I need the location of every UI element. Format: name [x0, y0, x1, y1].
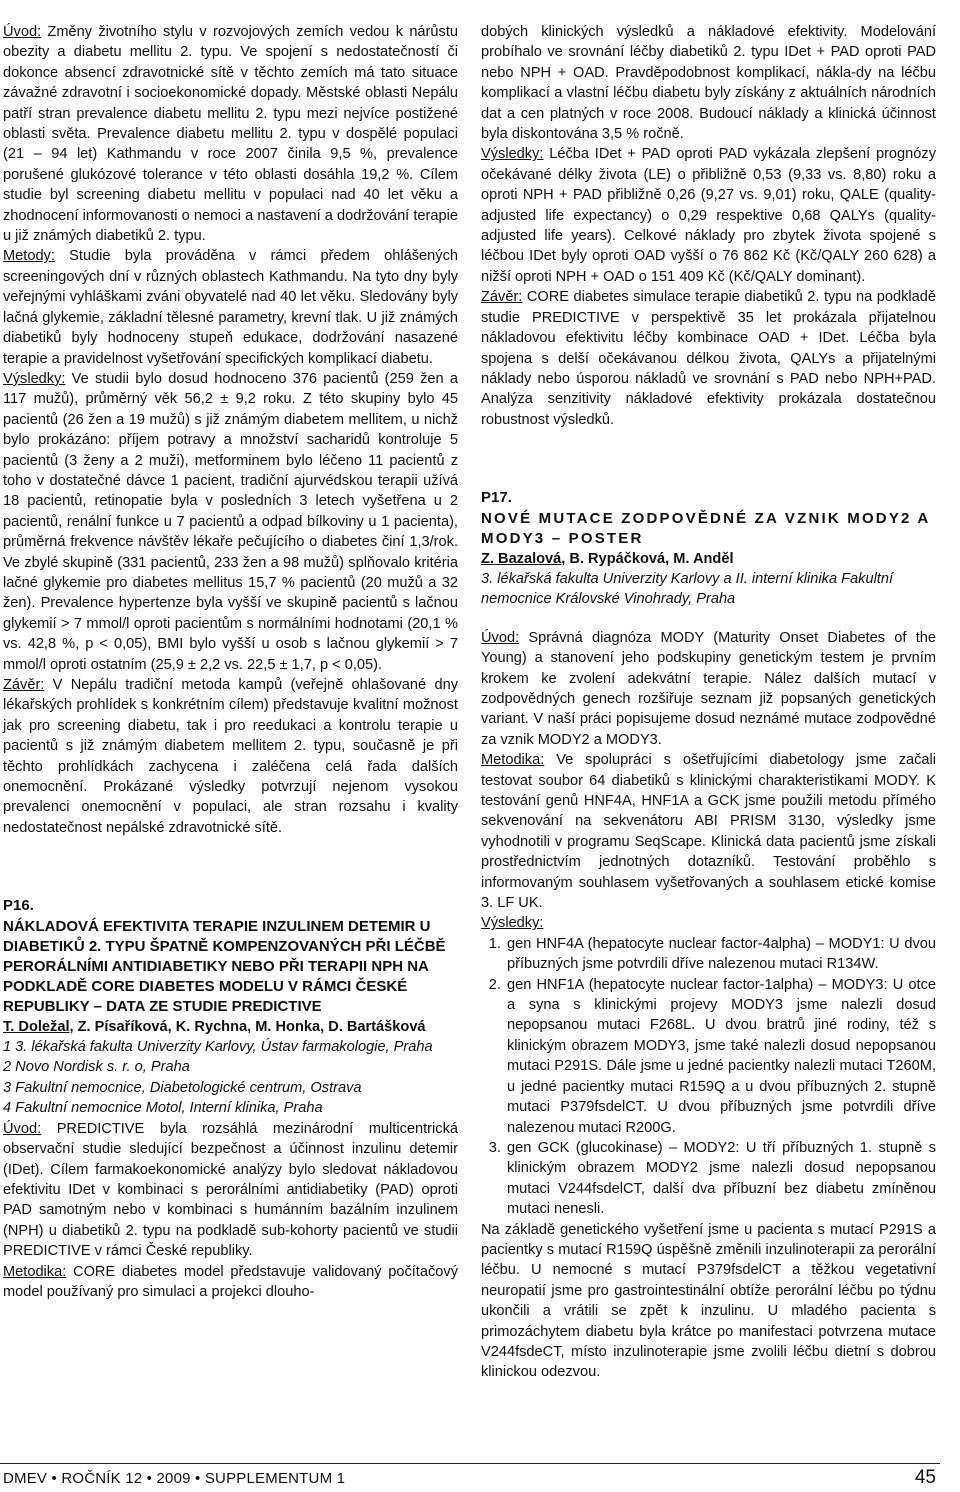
section-label: Metodika: — [3, 1263, 67, 1280]
abstract-number-p17: P17. — [481, 489, 512, 507]
author-list-p16 — [3, 1017, 458, 1037]
p16-uvod-paragraph — [3, 1119, 458, 1262]
right-column — [481, 22, 936, 1383]
abstract-title-p17: NOVÉ MUTACE ZODPOVĚDNÉ ZA VZNIK MODY2 A MODY3 – POSTER — [481, 509, 930, 547]
p17-vysledky-heading — [481, 913, 936, 933]
section-label: Závěr: — [481, 289, 523, 306]
section-label: Úvod: — [3, 1120, 42, 1137]
footer-divider — [0, 1463, 940, 1464]
paragraph-text: CORE diabetes simulace terapie diabetiků 2. typu na podkladě studie PREDICTIVE v perspektivě 35 let prokázala přijatelnou nákladovou efektivitu léčby kombinace OAD + IDet. Léčba byla spojena s delší očekávanou délkou života, QALYs a přijatelnými náklady nebo úsporou nákladů ve srovnání s PAD nebo NPH+PAD. Analýza senzitivity nákladové efektivity prokázala dostatečnou robustnost výsledků. — [481, 289, 936, 428]
section-spacer — [481, 430, 936, 488]
section-spacer — [481, 610, 936, 628]
section-label: Závěr: — [3, 677, 45, 693]
abstract-title-p16: NÁKLADOVÁ EFEKTIVITA TERAPIE INZULINEM DETEMIR U DIABETIKŮ 2. TYPU ŠPATNĚ KOMPENZOVANÝCH PŘI LÉČBĚ PERORÁLNÍMI ANTIDIABETIKY NEBO PŘI TERAPII NPH NA PODKLADĚ CORE DIABETES MODELU V RÁMCI ČESKÉ REPUBLIKY – DATA ZE STUDIE PREDICTIVE — [3, 917, 446, 1015]
abstract-metody-paragraph — [3, 246, 458, 368]
paragraph-text: Ve studii bylo dosud hodnoceno 376 pacientů (259 žen a 117 mužů), průměrný věk 56,2 ± 9,2 roku. Z této skupiny bylo 45 pacientů (26 žen a 19 mužů) s již známým diabetem mellitem, u nichž bylo prokázáno: příjem potravy a množství sacharidů kontroluje 5 pacientů (3 ženy a 2 muži), metforminem bylo léčeno 11 pacientů z toho v dostatečné dávce 1 pacient, tradiční ajurvédskou terapii užívá 18 pacientů, retinopatie byla v posledních 3 letech vyšetřena u 2 pacientů, renální funkce u 7 pacientů a odpad bílkoviny u 1 pacienta), průměrná frekvence návštěv lékaře pečujícího o diabetes činí 1,3/rok. Ve zbylé skupině (331 pacientů, 233 žen a 98 mužů) splňovalo kritéria lačné glykemie pro diabetes mellitus 15,7 % pacientů (20 mužů a 32 žen). Prevalence hypertenze byla vyšší ve skupině pacientů s lačnou glykemií > 7 mmol/l oproti pacientům s normálními hodnotami (20,1 % vs. 42,8 %, p < 0,05), BMI bylo vyšší u osob s lačnou glykemií > 7 mmol/l oproti ostatním (25,9 ± 2,2 vs. 22,5 ± 1,7, p < 0,05). — [3, 370, 458, 673]
section-label: Výsledky: — [481, 146, 544, 163]
other-authors: , Z. Písaříková, K. Rychna, M. Honka, D. Bartášková — [69, 1018, 426, 1035]
affiliation-1: 1 3. lékařská fakulta Univerzity Karlovy, Ústav farmakologie, Praha — [3, 1039, 433, 1056]
section-spacer — [3, 838, 458, 896]
section-label: Výsledky: — [3, 370, 66, 387]
section-label: Výsledky: — [481, 915, 544, 932]
other-authors: , B. Rypáčková, M. Anděl — [561, 550, 734, 567]
journal-footer: DMEV • ROČNÍK 12 • 2009 • SUPPLEMENTUM 1 — [3, 1470, 346, 1487]
abstract-uvod-paragraph — [3, 22, 458, 246]
section-label: Úvod: — [3, 24, 42, 40]
list-item: 2. gen HNF1A (hepatocyte nuclear factor-1alpha) – MODY3: U otce a syna s klinickými projevy MODY3 jsme nalezli dosud nepopsanou mutaci F268L. U dvou bratrů jiné rodiny, též s klinickým obrazem MODY3, jsme také nalezli dosud nepopsanou mutaci P291S. Dále jsme u jedné pacientky nalezli mutaci T260M, u jedné pacientky mutaci R159Q a u dvou příbuzných 2. stupně mutaci P379fsdelCT. U dvou příbuzných jsme potvrdili dříve nalezenou mutaci R200G. — [505, 975, 936, 1138]
list-item: 3. gen GCK (glucokinase) – MODY2: U tří příbuzných 1. stupně s klinickým obrazem MODY2 jsme nalezli dosud nepopsanou mutaci V244fsdelCT, další dva příbuzní bez diabetu zmíněnou mutaci nenesli. — [505, 1138, 936, 1220]
paragraph-text: Změny životního stylu v rozvojových zemích vedou k nárůstu obezity a diabetu mellitu 2. typu. Ve spojení s nedostatečností či dokonce absencí zdravotnické sítě v těchto zemích má tato situace závažné zdravotní i socioekonomické dopady. Městské oblasti Nepálu patří stran prevalence diabetu mellitu 2. typu mezi nejvíce postižené oblasti světa. Prevalence diabetu mellitu 2. typu v dospělé populaci (21 – 94 let) Kathmandu v roce 2007 činila 9,5 %, prevalence porušené glukózové tolerance v této oblasti dosáhla 19,2 %. Cílem studie byl screening diabetu mellitu v populaci nad 40 let věku a zhodnocení informovanosti o nemoci a nastavení a dodržování terapie u již známých diabetiků 2. typu. — [3, 24, 458, 245]
section-label: Úvod: — [481, 629, 520, 646]
section-label: Metody: — [3, 248, 55, 265]
p17-uvod-paragraph — [481, 628, 936, 750]
first-author: T. Doležal — [3, 1018, 70, 1035]
paragraph-text: CORE diabetes model představuje validovaný počítačový model používaný pro simulaci a projekci dlouho- — [3, 1263, 458, 1300]
p17-metodika-paragraph — [481, 750, 936, 913]
abstract-vysledky-paragraph — [3, 369, 458, 675]
author-list-p17 — [481, 549, 936, 569]
p16-continued-paragraph: dobých klinických výsledků a nákladové efektivity. Modelování probíhalo ve srovnání léčby diabetiků 2. typu IDet + PAD oproti PAD nebo NPH + OAD. Pravděpodobnost komplikací, nákla-dy na léčbu komplikací a vlastní léčbu diabetu byly získány z aktuálních národních dat a cen platných v roce 2008. Budoucí náklady a klinická účinnost byla diskontována 3,5 % ročně. — [481, 24, 936, 143]
affiliation-2: 2 Novo Nordisk s. r. o, Praha — [3, 1059, 190, 1076]
abstract-zaver-paragraph — [3, 675, 458, 838]
first-author: Z. Bazalová — [481, 550, 562, 567]
affiliation: 3. lékařská fakulta Univerzity Karlovy a II. interní klinika Fakultní nemocnice Královské Vinohrady, Praha — [481, 570, 894, 608]
abstract-number-p16: P16. — [3, 897, 34, 915]
p16-vysledky-paragraph — [481, 144, 936, 287]
affiliation-3: 3 Fakultní nemocnice, Diabetologické centrum, Ostrava — [3, 1079, 362, 1096]
paragraph-text: Správná diagnóza MODY (Maturity Onset Diabetes of the Young) a stanovení jeho podskupiny genetickým testem je prvním krokem ke zvolení adekvátní terapie. Nález dalších mutací v zodpovědných genech rozšiřuje seznam již popsaných genetických variant. V naší práci popisujeme dosud neznámé mutace zodpovědné za vznik MODY2 a MODY3. — [481, 629, 936, 748]
section-label: Metodika: — [481, 752, 545, 769]
paragraph-text: PREDICTIVE byla rozsáhlá mezinárodní multicentrická observační studie sledující bezpečnost a účinnost inzulinu detemir (IDet). Cílem farmakoekonomické analýzy bylo sledovat nákladovou efektivitu IDet v kombinaci s perorálními antidiabetiky (PAD) oproti PAD samotným nebo v kombinaci s humánním bazálním inzulinem (NPH) u diabetiků 2. typu na podkladě sub-kohorty pacientů ve studii PREDICTIVE v rámci České republiky. — [3, 1120, 458, 1260]
p17-closing-paragraph: Na základě genetického vyšetření jsme u pacienta s mutací P291S a pacientky s mutací R159Q úspěšně změnili inzulinoterapii za perorální léčbu. U nemocné s mutací P379fsdelCT a těžkou vegetativní neuropatií jsme pro gastrointestinální obtíže perorální léčbu po týdnu ukončili a vrátili se zpět k inzulinu. U mladého pacienta s primozáchytem diabetu byla krátce po manifestaci potvrzena mutace V244fsdeCT, místo inzulinoterapie jsme zvolili léčbu dietní s dobrou klinickou odezvou. — [481, 1221, 936, 1381]
left-column — [3, 22, 458, 1302]
p16-metodika-paragraph — [3, 1262, 458, 1303]
list-item: 1. gen HNF4A (hepatocyte nuclear factor-4alpha) – MODY1: U dvou příbuzných jsme potvrdili dříve nalezenou mutaci R134W. — [505, 934, 936, 975]
p16-zaver-paragraph — [481, 287, 936, 430]
paragraph-text: Ve spolupráci s ošetřujícími diabetology jsme začali testovat soubor 64 diabetiků s klinickými charakteristikami MODY. K testování genů HNF4A, HNF1A a GCK jsme použili metodu přímého sekvenování na sekvenátoru ABI PRISM 3130, výsledky jsme vyhodnotili v programu SeqScape. Klinická data pacientů jsme získali prostřednictvím jednotných dotazníků. Testování proběhlo s informovaným souhlasem vyšetřovaných a souhlasem etické komise 3. LF UK. — [481, 752, 936, 912]
affiliation-4: 4 Fakultní nemocnice Motol, Interní klinika, Praha — [3, 1100, 323, 1117]
page-number: 45 — [914, 1467, 936, 1488]
paragraph-text: Léčba IDet + PAD oproti PAD vykázala zlepšení prognózy očekávané délky života (LE) o přibližně 0,53 (9,33 vs. 8,80) roku a oproti NPH + PAD přibližně 0,26 (9,27 vs. 9,01) roku, QALE (quality-adjusted life expectancy) o 0,29 respektive 0,68 QALYs (quality-adjusted life years). Celkové náklady pro zbytek života spojené s léčbou IDet byly oproti OAD vyšší o 76 862 Kč (Kč/QALY 260 628) a nižší oproti NPH + OAD o 151 409 Kč (Kč/QALY dominant). — [481, 146, 936, 285]
paragraph-text: V Nepálu tradiční metoda kampů (veřejně ohlašované dny lékařských prohlídek s konkrétním cílem) představuje kvalitní možnost jak pro screening diabetu, tak i pro reedukaci a kontrolu terapie u pacientů s již známým diabetem mellitem 2. typu, současně je při těchto prohlídkách zachycena i zaléčena celá řada dalších onemocnění. Prokázané výsledky potvrzují nejenom vysokou prevalenci onemocnění v populaci, ale stran rozsahu i kvality nedostatečnost nepálské zdravotnické sítě. — [3, 677, 458, 836]
paragraph-text: Studie byla prováděna v rámci předem ohlášených screeningových dní v různých oblastech Kathmandu. Na tyto dny byly veřejnými vyhláškami zváni obyvatelé nad 40 let věku. Sledovány byly lačná glykemie, základní tělesné parametry, krevní tlak. U již známých diabetiků byly hodnoceny stupeň edukace, dodržování nasazené terapie a pravidelnost vyšetřování specifických komplikací diabetu. — [3, 248, 458, 367]
results-list — [481, 934, 936, 1220]
